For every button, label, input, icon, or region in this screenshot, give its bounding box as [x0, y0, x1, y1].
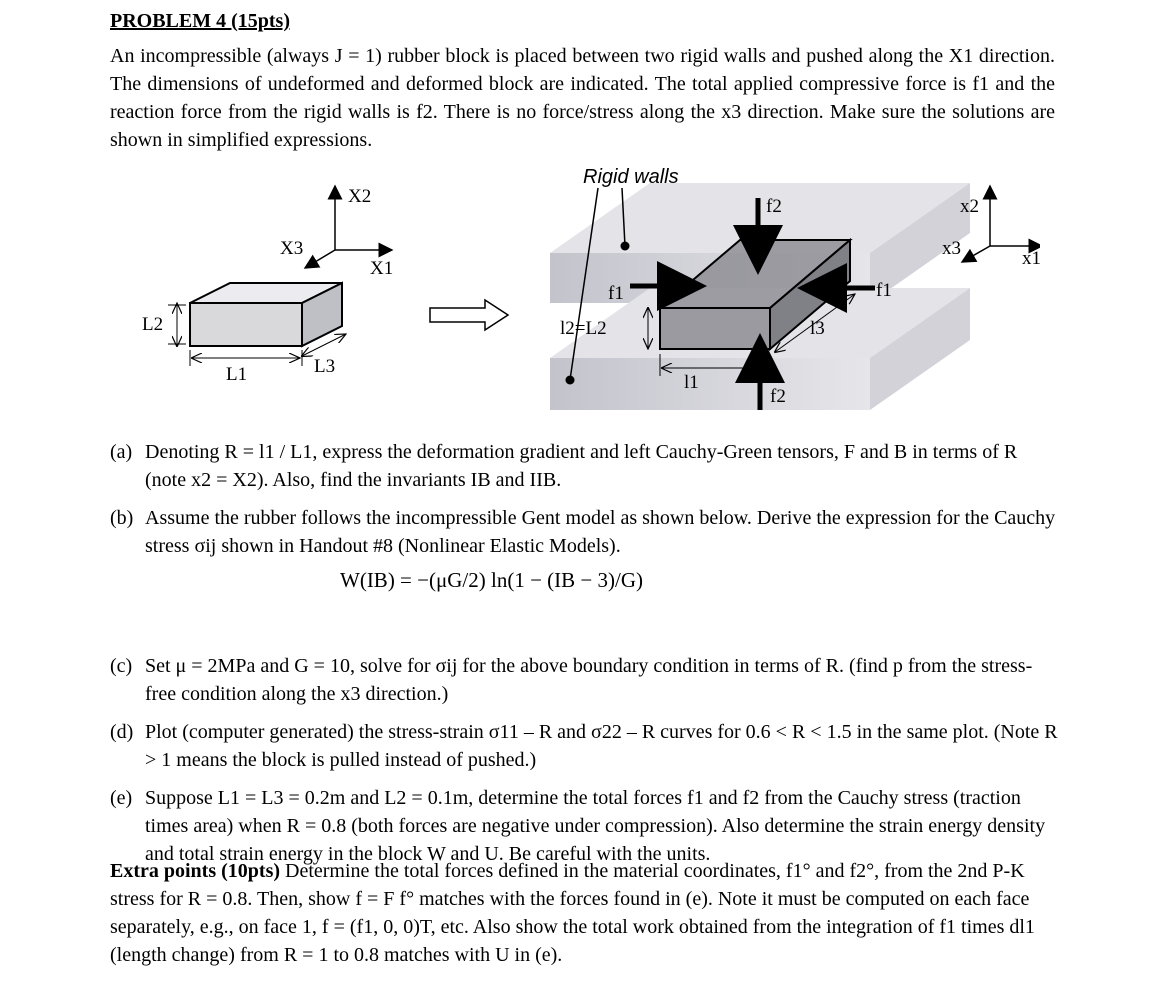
transform-arrow	[430, 300, 508, 330]
part-d: (d) Plot (computer generated) the stress-strain σ11 – R and σ22 – R curves for 0.6 < R < 1.5 in the same plot. (Note R > 1 means the block is pulled instead of pushed.)	[110, 721, 1058, 771]
label-x2: x2	[960, 196, 979, 217]
intro-text: An incompressible (always J = 1) rubber block is placed between two rigid walls and pushed along the X1 direction. The dimensions of undeformed and deformed block are indicated. The total applied compressive force is f1 and the reaction force from the rigid walls is f2. There is no force/stress along the x3 direction. Make sure the solutions are shown in simplified expressions.	[110, 45, 1055, 151]
label-X2: X2	[348, 186, 372, 207]
problem-figure	[130, 168, 1040, 423]
label-f2-top: f2	[766, 196, 782, 217]
label-f1-left: f1	[608, 283, 624, 304]
problem-parts	[110, 438, 1060, 878]
label-f1-right: f1	[876, 280, 892, 301]
part-e: (e) Suppose L1 = L3 = 0.2m and L2 = 0.1m, determine the total forces f1 and f2 from the Cauchy stress (traction times area) when R = 0.8 (both forces are negative under compression). Also determine the strain energy density and total strain energy in the block W and U. Be careful with the units.	[110, 787, 1046, 865]
label-f2-bottom: f2	[770, 386, 786, 407]
gent-model-equation: W(IB) = −(μG/2) ln(1 − (IB − 3)/G)	[340, 568, 643, 592]
extra-heading: Extra points (10pts)	[110, 860, 281, 882]
undeformed-block	[168, 283, 346, 366]
part-a: (a) Denoting R = l1 / L1, express the deformation gradient and left Cauchy-Green tensors, F and B in terms of R (note x2 = X2). Also, find the invariants IB and IIB.	[110, 441, 1018, 491]
label-l1: l1	[684, 372, 699, 393]
label-l2-eq-L2: l2=L2	[560, 318, 607, 339]
intro-paragraph	[110, 42, 1055, 154]
problem-title: PROBLEM 4 (15pts)	[110, 10, 290, 32]
rigid-walls-label: Rigid walls	[583, 166, 679, 188]
part-b: (b) Assume the rubber follows the incompressible Gent model as shown below. Derive the expression for the Cauchy stress σij shown in Handout #8 (Nonlinear Elastic Models).	[110, 507, 1056, 557]
extra-points	[110, 857, 1055, 969]
label-L1: L1	[226, 364, 248, 385]
label-l3: l3	[810, 318, 825, 339]
part-c: (c) Set μ = 2MPa and G = 10, solve for σij for the above boundary condition in terms of R. (find p from the stress-free condition along the x3 direction.)	[110, 655, 1033, 705]
label-X1: X1	[370, 258, 394, 279]
label-x1: x1	[1022, 248, 1041, 269]
figure-svg	[130, 168, 1040, 418]
extra-text: Determine the total forces defined in the material coordinates, f1° and f2°, from the 2nd P-K stress for R = 0.8. Then, show f = F f° matches with the forces found in (e). Note it must be computed on each face separately, e.g., on face 1, f = (f1, 0, 0)T, etc. Also show the total work obtained from the integration of f1 times dl1 (length change) from R = 1 to 0.8 matches with U in (e).	[110, 860, 1035, 966]
label-L2: L2	[142, 314, 164, 335]
label-L3: L3	[314, 356, 336, 377]
label-X3: X3	[280, 238, 304, 259]
label-x3: x3	[942, 238, 961, 259]
